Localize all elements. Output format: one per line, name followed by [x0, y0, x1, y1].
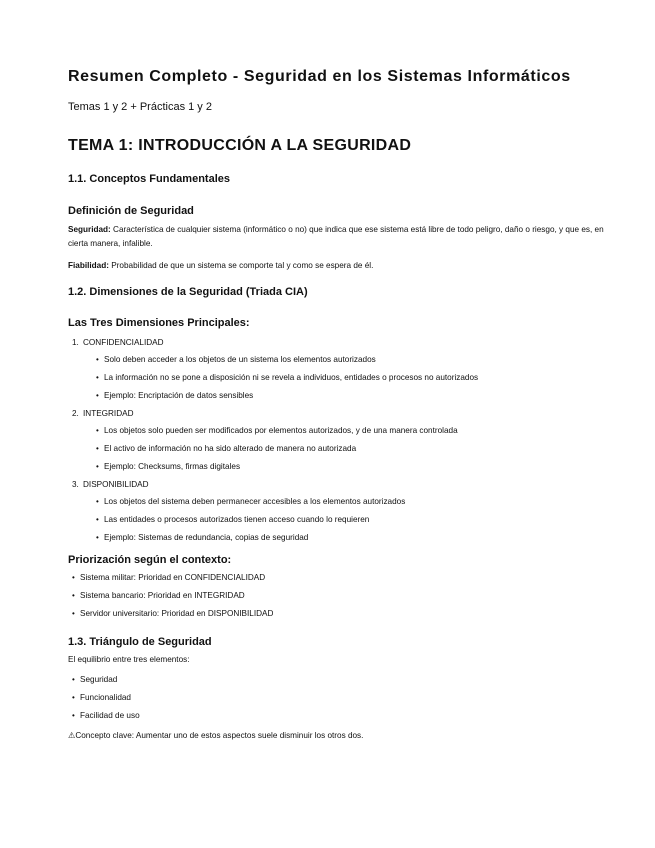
dimension-name: INTEGRIDAD — [83, 409, 134, 418]
priorizacion-list — [68, 569, 615, 623]
bullet-icon: • — [96, 515, 99, 524]
list-item-text: Seguridad — [80, 675, 118, 684]
list-item-text: Funcionalidad — [80, 693, 131, 702]
list-item — [96, 529, 615, 547]
list-item-text: Ejemplo: Checksums, firmas digitales — [104, 462, 241, 471]
list-item-text: Los objetos del sistema deben permanecer accesibles a los elementos autorizados — [104, 497, 406, 506]
list-item-text: Ejemplo: Sistemas de redundancia, copias de seguridad — [104, 533, 309, 542]
list-item — [72, 569, 615, 587]
dimensions-list — [68, 334, 615, 547]
section-1-1-heading: 1.1. Conceptos Fundamentales — [68, 173, 230, 185]
list-item — [72, 707, 615, 725]
bullet-icon: • — [72, 675, 75, 684]
bullet-icon: • — [72, 573, 75, 582]
bullet-icon: • — [72, 693, 75, 702]
list-item-text: Ejemplo: Encriptación de datos sensibles — [104, 391, 254, 400]
definicion-seguridad-heading: Definición de Seguridad — [68, 205, 194, 217]
section-1-3-heading: 1.3. Triángulo de Seguridad — [68, 636, 212, 648]
bullet-icon: • — [96, 444, 99, 453]
list-item-text: Los objetos solo pueden ser modificados por elementos autorizados, y de una manera controlada — [104, 426, 458, 435]
list-item-text: Solo deben acceder a los objetos de un sistema los elementos autorizados — [104, 355, 376, 364]
dimension-name: DISPONIBILIDAD — [83, 480, 149, 489]
list-item-text: Las entidades o procesos autorizados tienen acceso cuando lo requieren — [104, 515, 370, 524]
dimension-number: 3. — [72, 480, 79, 489]
triangulo-intro: El equilibrio entre tres elementos: — [68, 655, 190, 664]
bullet-icon: • — [96, 355, 99, 364]
list-item-text: El activo de información no ha sido alterado de manera no autorizada — [104, 444, 357, 453]
fiabilidad-term: Fiabilidad: — [68, 261, 109, 270]
bullet-icon: • — [96, 391, 99, 400]
dimension-confidencialidad — [72, 334, 615, 405]
seguridad-term: Seguridad: — [68, 225, 111, 234]
list-item — [72, 689, 615, 707]
list-item — [96, 458, 615, 476]
warning-icon: ⚠ — [68, 731, 76, 740]
dimension-number: 2. — [72, 409, 79, 418]
document-title: Resumen Completo - Seguridad en los Sistemas Informáticos — [68, 68, 571, 85]
priorizacion-heading: Priorización según el contexto: — [68, 554, 232, 566]
list-item-text: Servidor universitario: Prioridad en DISPONIBILIDAD — [80, 609, 274, 618]
bullet-icon: • — [96, 426, 99, 435]
list-item — [96, 511, 615, 529]
list-item — [96, 440, 615, 458]
list-item — [72, 587, 615, 605]
seguridad-text: Característica de cualquier sistema (informático o no) que indica que ese sistema está libre de todo peligro, daño o riesgo, y que es, en cierta manera, infalible. — [68, 225, 604, 248]
list-item — [96, 351, 615, 369]
list-item — [96, 422, 615, 440]
list-item — [72, 605, 615, 623]
concepto-clave-note — [68, 729, 615, 743]
fiabilidad-text: Probabilidad de que un sistema se comporte tal y como se espera de él. — [111, 261, 374, 270]
triangulo-list — [68, 671, 615, 725]
bullet-icon: • — [72, 591, 75, 600]
bullet-icon: • — [72, 711, 75, 720]
bullet-icon: • — [96, 373, 99, 382]
list-item — [96, 369, 615, 387]
list-item — [96, 387, 615, 405]
dimension-integridad — [72, 405, 615, 476]
bullet-icon: • — [96, 497, 99, 506]
bullet-icon: • — [96, 462, 99, 471]
list-item-text: La información no se pone a disposición ni se revela a individuos, entidades o procesos no autorizados — [104, 373, 479, 382]
bullet-icon: • — [96, 533, 99, 542]
list-item-text: Sistema bancario: Prioridad en INTEGRIDAD — [80, 591, 245, 600]
tres-dimensiones-heading: Las Tres Dimensiones Principales: — [68, 317, 250, 329]
list-item — [96, 493, 615, 511]
list-item — [72, 671, 615, 689]
document-subtitle: Temas 1 y 2 + Prácticas 1 y 2 — [68, 101, 212, 113]
seguridad-definition — [68, 223, 615, 251]
concepto-clave-text: Concepto clave: Aumentar uno de estos aspectos suele disminuir los otros dos. — [75, 731, 364, 740]
list-item-text: Sistema militar: Prioridad en CONFIDENCIALIDAD — [80, 573, 266, 582]
tema1-heading: TEMA 1: INTRODUCCIÓN A LA SEGURIDAD — [68, 137, 412, 154]
bullet-icon: • — [72, 609, 75, 618]
section-1-2-heading: 1.2. Dimensiones de la Seguridad (Triada CIA) — [68, 286, 308, 298]
dimension-number: 1. — [72, 338, 79, 347]
dimension-name: CONFIDENCIALIDAD — [83, 338, 164, 347]
list-item-text: Facilidad de uso — [80, 711, 140, 720]
fiabilidad-definition — [68, 259, 615, 273]
dimension-disponibilidad — [72, 476, 615, 547]
